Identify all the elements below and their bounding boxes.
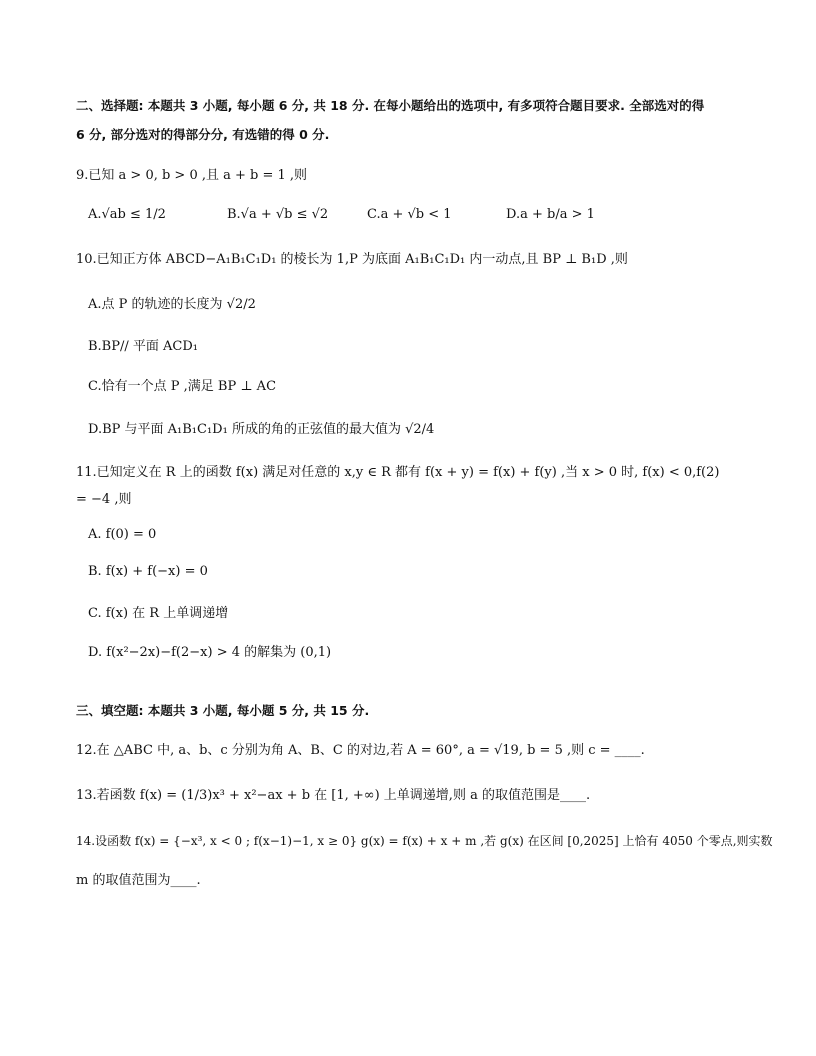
q14-line2: m 的取值范围为____.	[76, 873, 201, 888]
q11-option-c: C. f(x) 在 R 上单调递增	[88, 606, 229, 621]
q10-option-d: D.BP 与平面 A₁B₁C₁D₁ 所成的角的正弦值的最大值为 √2/4	[88, 422, 435, 437]
q10-option-c: C.恰有一个点 P ,满足 BP ⊥ AC	[88, 379, 277, 394]
q9-option-c: C.a + √b < 1	[367, 207, 452, 222]
q13-text: 13.若函数 f(x) = (1/3)x³ + x²−ax + b 在 [1, +∞) 上单调递增,则 a 的取值范围是____.	[76, 788, 591, 803]
section3-heading: 三、填空题: 本题共 3 小题, 每小题 5 分, 共 15 分.	[76, 703, 370, 718]
q10-stem: 10.已知正方体 ABCD−A₁B₁C₁D₁ 的棱长为 1,P 为底面 A₁B₁C₁D₁ 内一动点,且 BP ⊥ B₁D ,则	[76, 252, 628, 267]
q11-stem-line2: = −4 ,则	[76, 492, 132, 507]
q10-option-b: B.BP// 平面 ACD₁	[88, 339, 198, 354]
q11-option-b: B. f(x) + f(−x) = 0	[88, 564, 208, 579]
q11-option-d: D. f(x²−2x)−f(2−x) > 4 的解集为 (0,1)	[88, 645, 332, 660]
q14-line1: 14.设函数 f(x) = {−x³, x < 0 ; f(x−1)−1, x ≥ 0} g(x) = f(x) + x + m ,若 g(x) 在区间 [0,2025] 上恰有 4050 个零点,则实数	[76, 834, 773, 848]
q9-option-b: B.√a + √b ≤ √2	[227, 207, 329, 222]
q9-stem: 9.已知 a > 0, b > 0 ,且 a + b = 1 ,则	[76, 168, 308, 183]
section2-heading-line1: 二、选择题: 本题共 3 小题, 每小题 6 分, 共 18 分. 在每小题给出的选项中, 有多项符合题目要求. 全部选对的得	[76, 98, 705, 113]
q11-stem-line1: 11.已知定义在 R 上的函数 f(x) 满足对任意的 x,y ∈ R 都有 f(x + y) = f(x) + f(y) ,当 x > 0 时, f(x) < 0,f(2)	[76, 465, 720, 480]
q9-option-a: A.√ab ≤ 1/2	[88, 207, 166, 222]
q10-option-a: A.点 P 的轨迹的长度为 √2/2	[88, 297, 256, 312]
q11-option-a: A. f(0) = 0	[88, 527, 157, 542]
q9-option-d: D.a + b/a > 1	[506, 207, 595, 222]
section2-heading-line2: 6 分, 部分选对的得部分分, 有选错的得 0 分.	[76, 127, 330, 142]
q12-text: 12.在 △ABC 中, a、b、c 分别为角 A、B、C 的对边,若 A = 60°, a = √19, b = 5 ,则 c = ____.	[76, 743, 645, 758]
